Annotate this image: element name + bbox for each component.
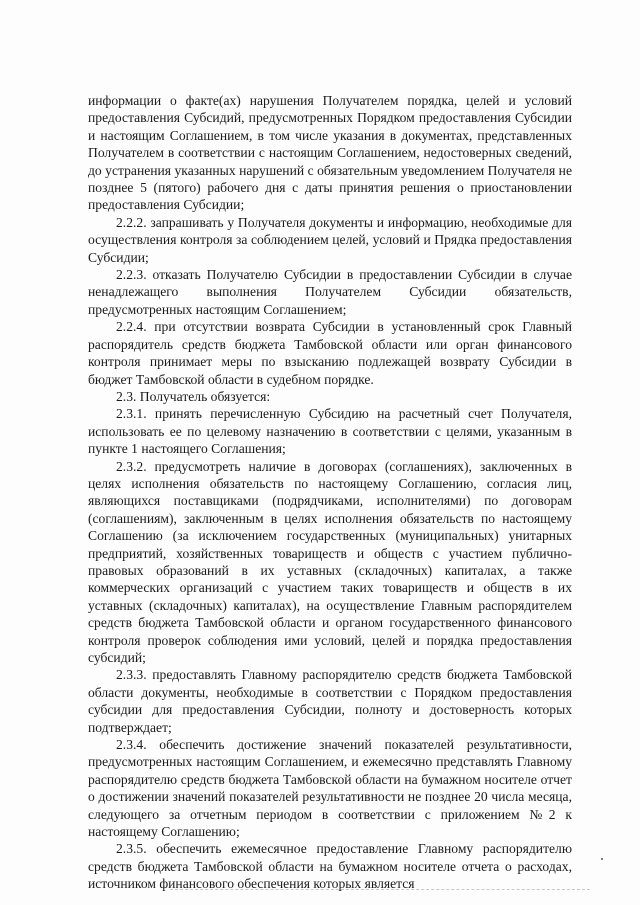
scan-footer-rule — [170, 889, 590, 890]
paragraph-2-3-2: 2.3.2. предусмотреть наличие в договорах (соглашениях), заключенных в целях исполнения обязательств по настоящему Соглашению, согласия лиц, являющихся поставщиками (подрядчиками, исполнителями) по договорам (соглашениям), заключенным в целях исполнения обязательств по настоящему Соглашению (за исключением государственных (муниципальных) унитарных предприятий, хозяйственных товариществ и обществ с участием публично-правовых образований в их уставных (складочных) капиталах, а также коммерческих организаций с участием таких товариществ и обществ в их уставных (складочных) капиталах), на осуществление Главным распорядителем средств бюджета Тамбовской области и органом государственного финансового контроля проверок соблюдения ими условий, целей и порядка предоставления субсидий; — [88, 458, 572, 665]
document-body — [88, 92, 572, 893]
paragraph-2-3-4: 2.3.4. обеспечить достижение значений показателей результативности, предусмотренных настоящим Соглашением, и ежемесячно представлять Главному распорядителю средств бюджета Тамбовской области на бумажном носителе отчет о достижении значений показателей результативности не позднее 20 числа месяца, следующего за отчетным периодом в соответствии с приложением №2 к настоящему Соглашению; — [88, 737, 572, 840]
paragraph-2-2-2: 2.2.2. запрашивать у Получателя документы и информацию, необходимые для осуществления контроля за соблюдением целей, условий и Прядка предоставления Субсидии; — [88, 214, 572, 265]
paragraph-2-3-3: 2.3.3. предоставлять Главному распорядителю средств бюджета Тамбовской области документы, необходимые в соответствии с Порядком предоставления субсидии для предоставления Субсидии, полноту и достоверность которых подтверждает; — [88, 667, 572, 735]
paragraph-2-3: 2.3. Получатель обязуется: — [116, 388, 271, 404]
paragraph-2-3-5: 2.3.5. обеспечить ежемесячное предоставление Главному распорядителю средств бюджета Тамбовской области на бумажном носителе отчета о расходах, источником финансового обеспечения которых является — [88, 841, 572, 892]
paragraph-intro: информации о факте(ах) нарушения Получателем порядка, целей и условий предоставления Субсидий, предусмотренных Порядком предоставления Субсидии и настоящим Соглашением, в том числе указания в документах, представленных Получателем в соответствии с настоящим Соглашением, недостоверных сведений, до устранения указанных нарушений с обязательным уведомлением Получателя не позднее 5 (пятого) рабочего дня с даты принятия решения о приостановлении предоставления Субсидии; — [88, 93, 572, 213]
paragraph-2-3-1: 2.3.1. принять перечисленную Субсидию на расчетный счет Получателя, использовать ее по целевому назначению в соответствии с целями, указанным в пункте 1 настоящего Соглашения; — [88, 406, 572, 457]
paragraph-2-2-4: 2.2.4. при отсутствии возврата Субсидии в установленный срок Главный распорядитель средств бюджета Тамбовской области или орган финансового контроля принимает меры по взысканию подлежащей возврату Субсидии в бюджет Тамбовской области в судебном порядке. — [88, 319, 572, 387]
paragraph-2-2-3: 2.2.3. отказать Получателю Субсидии в предоставлении Субсидии в случае ненадлежащего выполнения Получателем Субсидии обязательств, предусмотренных настоящим Соглашением; — [88, 267, 572, 317]
scan-speck — [601, 858, 603, 860]
